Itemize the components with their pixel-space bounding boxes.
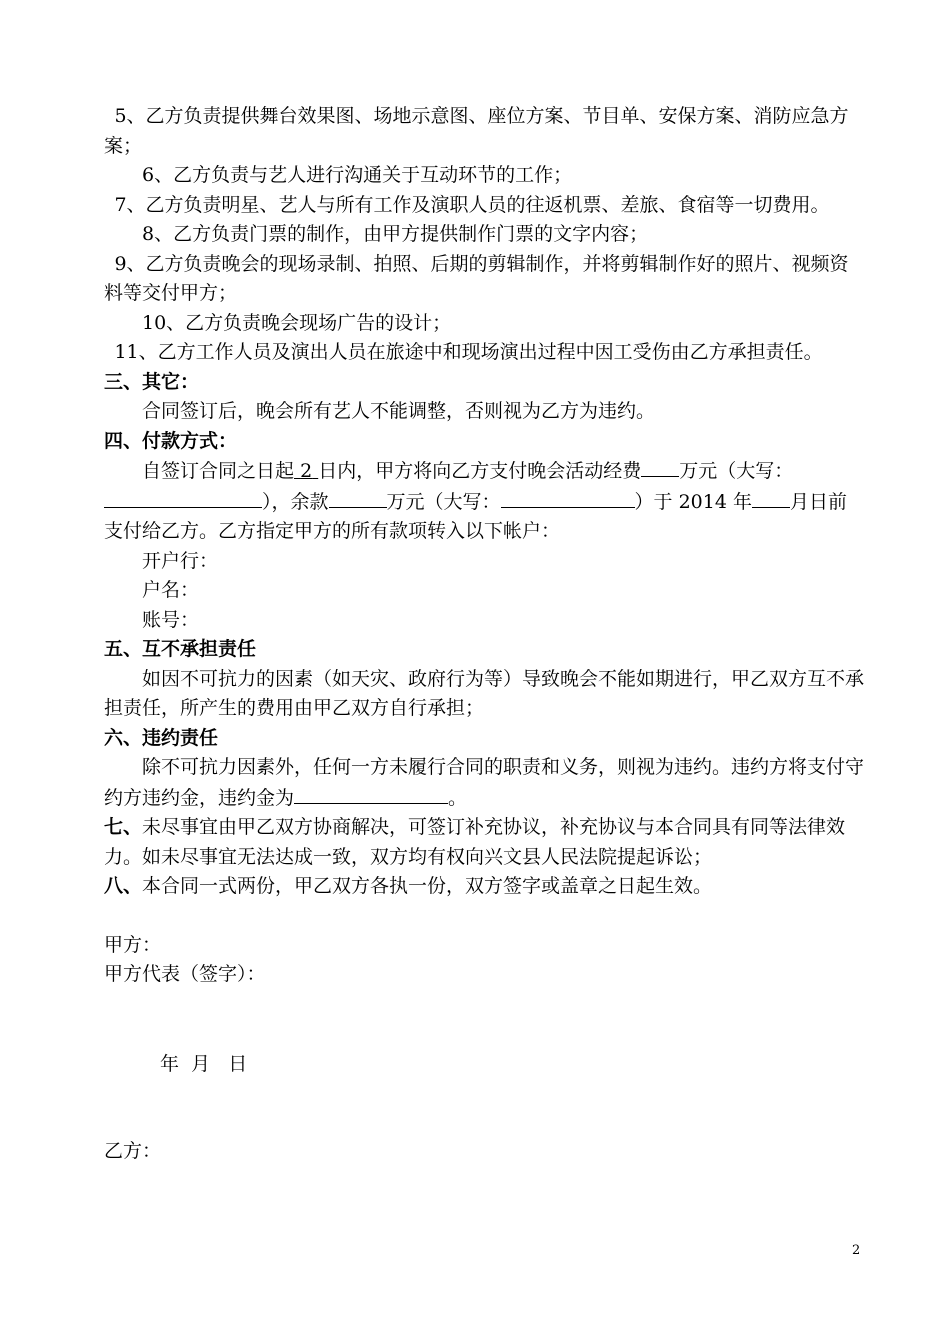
amount-words-blank-1	[104, 487, 262, 508]
amount-blank-1	[641, 456, 679, 477]
account-name-label: 户名：	[142, 579, 200, 601]
payment-text-4: ），余款	[262, 490, 329, 513]
payment-paragraph	[104, 456, 864, 547]
section-3-heading: 三、其它：	[104, 370, 200, 393]
party-a-label: 甲方：	[104, 933, 162, 956]
section-5-heading: 五、互不承担责任	[104, 638, 257, 660]
section-3-body: 合同签订后，晚会所有艺人不能调整，否则视为乙方为违约。	[142, 400, 656, 422]
section-8: 八、本合同一式两份，甲乙双方各执一份，双方签字或盖章之日起生效。	[104, 875, 713, 897]
payment-days: 2	[300, 460, 313, 482]
clause-9: 9、乙方负责晚会的现场录制、拍照、后期的剪辑制作，并将剪辑制作好的照片、视频资料等交付甲方；	[104, 252, 849, 304]
payment-text-2: 日内，甲方将向乙方支付晚会活动经费	[318, 460, 642, 482]
clause-10: 10、乙方负责晚会现场广告的设计；	[142, 311, 452, 334]
party-a-rep-label: 甲方代表（签字）：	[104, 963, 266, 985]
section-6-body: 除不可抗力因素外，任何一方未履行合同的职责和义务，则视为违约。违约方将支付守约方违约金，违约金为 。	[104, 756, 865, 809]
clause-6: 6、乙方负责与艺人进行沟通关于互动环节的工作；	[142, 164, 573, 186]
account-number-label: 账号：	[142, 608, 200, 631]
bank-label: 开户行：	[142, 549, 219, 572]
section-5-body: 如因不可抗力的因素（如天灾、政府行为等）导致晚会不能如期进行，甲乙双方互不承担责任，所产生的费用由甲乙双方自行承担；	[104, 667, 865, 719]
payment-text-6: ）于 2014 年	[634, 490, 752, 513]
section-6-heading: 六、违约责任	[104, 726, 219, 749]
clause-7: 7、乙方负责明星、艺人与所有工作及演职人员的往返机票、差旅、食宿等一切费用。	[114, 193, 830, 216]
party-b-label: 乙方：	[104, 1140, 162, 1162]
amount-words-blank-2	[501, 487, 635, 508]
payment-text-5: 万元（大写：	[386, 490, 501, 513]
signature-date: 年 月 日	[160, 1052, 248, 1075]
amount-blank-2	[329, 487, 387, 508]
month-blank	[752, 487, 790, 508]
penalty-blank	[294, 783, 448, 804]
clause-8: 8、乙方负责门票的制作，由甲方提供制作门票的文字内容；	[142, 223, 649, 245]
clause-5: 5、乙方负责提供舞台效果图、场地示意图、座位方案、节目单、安保方案、消防应急方案；	[104, 105, 849, 157]
section-4-heading: 四、付款方式：	[104, 429, 238, 452]
payment-text-1: 自签订合同之日起	[142, 460, 295, 482]
payment-text-7: 月日前支付给乙方。乙方指定甲方的所有款项转入以下帐户：	[104, 490, 847, 542]
page-number: 2	[852, 1243, 861, 1258]
clause-11: 11、乙方工作人员及演出人员在旅途中和现场演出过程中因工受伤由乙方承担责任。	[114, 341, 823, 363]
section-7: 七、未尽事宜由甲乙双方协商解决，可签订补充协议，补充协议与本合同具有同等法律效力。如未尽事宜无法达成一致，双方均有权向兴文县人民法院提起诉讼；	[104, 816, 846, 868]
contract-body	[104, 102, 864, 1167]
payment-text-3: 万元（大写：	[679, 460, 794, 482]
